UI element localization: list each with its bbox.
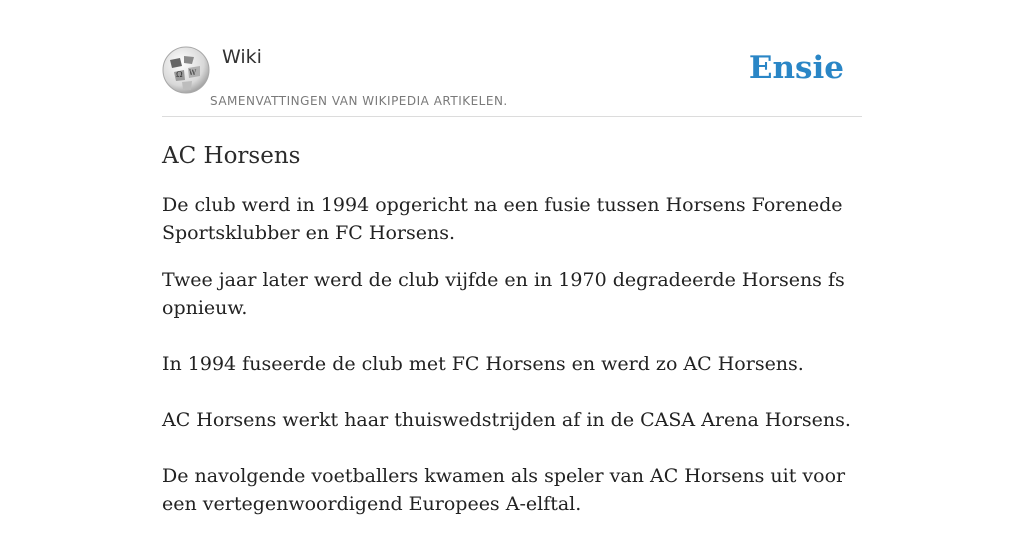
site-name[interactable]: Wiki <box>222 46 262 68</box>
brand-link[interactable]: Ensie <box>748 50 844 86</box>
site-tagline: SAMENVATTINGEN VAN WIKIPEDIA ARTIKELEN. <box>210 94 508 108</box>
site-header <box>162 0 862 117</box>
article-paragraph: De club werd in 1994 opgericht na een fusie tussen Horsens Forenede Sportsklubber en FC Horsens. <box>162 194 843 244</box>
wikipedia-globe-icon[interactable] <box>162 46 210 94</box>
article-paragraph: De navolgende voetballers kwamen als speler van AC Horsens uit voor een vertegenwoordigend Europees A-elftal. <box>162 465 846 515</box>
article-body <box>162 191 862 518</box>
article-paragraph: AC Horsens werkt haar thuiswedstrijden af in de CASA Arena Horsens. <box>162 409 851 431</box>
page-container <box>162 0 862 537</box>
svg-text:W: W <box>189 69 197 77</box>
article-paragraph: Twee jaar later werd de club vijfde en in 1970 degradeerde Horsens fs opnieuw. <box>162 269 845 319</box>
svg-text:Ω: Ω <box>176 70 183 79</box>
article-paragraph: In 1994 fuseerde de club met FC Horsens en werd zo AC Horsens. <box>162 353 804 375</box>
article-title: AC Horsens <box>162 143 301 169</box>
